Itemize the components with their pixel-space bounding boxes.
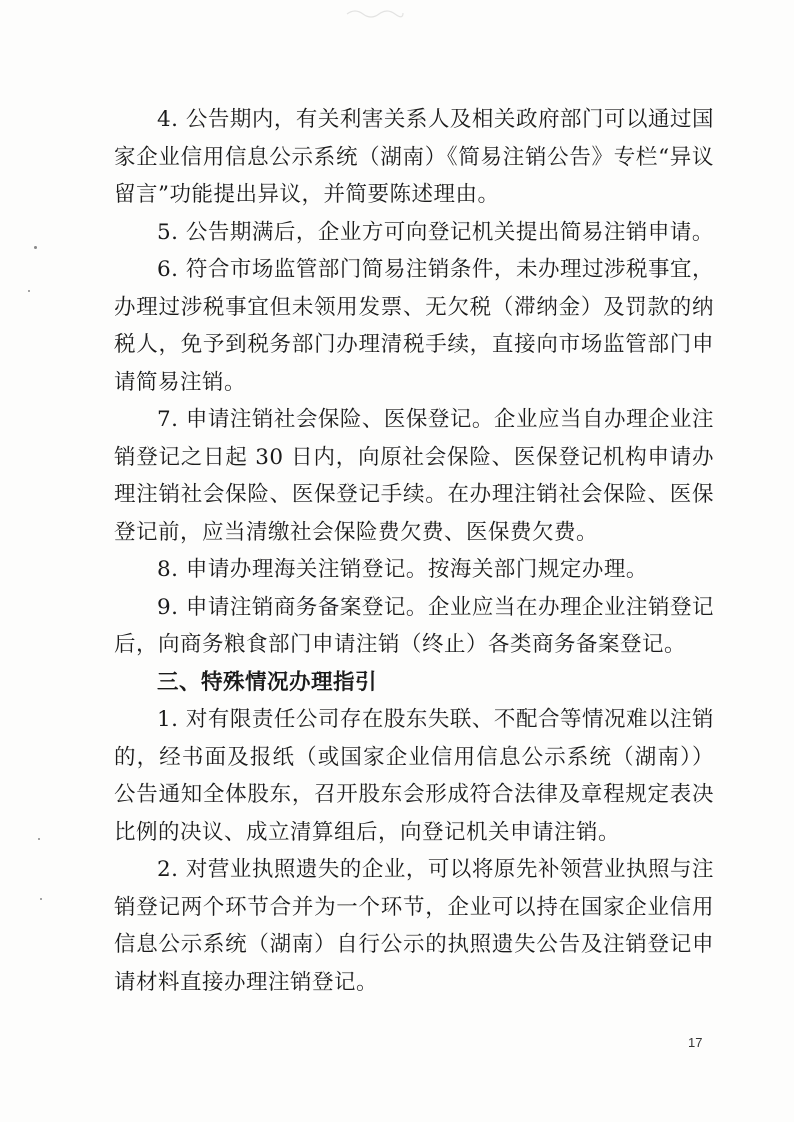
page-number: 17 bbox=[688, 1035, 703, 1050]
scan-speck bbox=[28, 290, 30, 292]
scan-speck bbox=[40, 898, 42, 900]
paragraph-item-5: 5. 公告期满后，企业方可向登记机关提出简易注销申请。 bbox=[157, 219, 714, 245]
section-heading: 三、特殊情况办理指引 bbox=[157, 669, 378, 695]
paragraph-item-8: 8. 申请办理海关注销登记。按海关部门规定办理。 bbox=[157, 557, 648, 582]
paragraph-item-7: 7. 申请注销社会保险、医保登记。企业应当自办理企业注销登记之日起 30 日内，向原社会保险、医保登记机构申请办理注销社会保险、医保登记手续。在办理注销社会保险、医保登记前，应当清缴社会保险费欠费、医保费欠费。 bbox=[114, 407, 714, 545]
scan-speck bbox=[38, 838, 40, 840]
scan-artifact-mark bbox=[345, 6, 405, 20]
paragraph-item-4: 4. 公告期内，有关利害关系人及相关政府部门可以通过国家企业信用信息公示系统（湖南）《简易注销公告》专栏“异议留言”功能提出异议，并简要陈述理由。 bbox=[114, 107, 714, 207]
special-case-paragraph-2: 2. 对营业执照遗失的企业，可以将原先补领营业执照与注销登记两个环节合并为一个环节，企业可以持在国家企业信用信息公示系统（湖南）自行公示的执照遗失公告及注销登记申请材料直接办理注销登记。 bbox=[114, 857, 714, 995]
document-body bbox=[114, 101, 714, 1001]
paragraph-item-6: 6. 符合市场监管部门简易注销条件，未办理过涉税事宜，办理过涉税事宜但未领用发票、无欠税（滞纳金）及罚款的纳税人，免予到税务部门办理清税手续，直接向市场监管部门申请简易注销。 bbox=[114, 257, 714, 395]
special-case-paragraph-1: 1. 对有限责任公司存在股东失联、不配合等情况难以注销的，经书面及报纸（或国家企业信用信息公示系统（湖南））公告通知全体股东，召开股东会形成符合法律及章程规定表决比例的决议、成立清算组后，向登记机关申请注销。 bbox=[114, 707, 714, 845]
paragraph-item-9: 9. 申请注销商务备案登记。企业应当在办理企业注销登记后，向商务粮食部门申请注销（终止）各类商务备案登记。 bbox=[114, 594, 714, 657]
scan-speck bbox=[34, 246, 37, 249]
